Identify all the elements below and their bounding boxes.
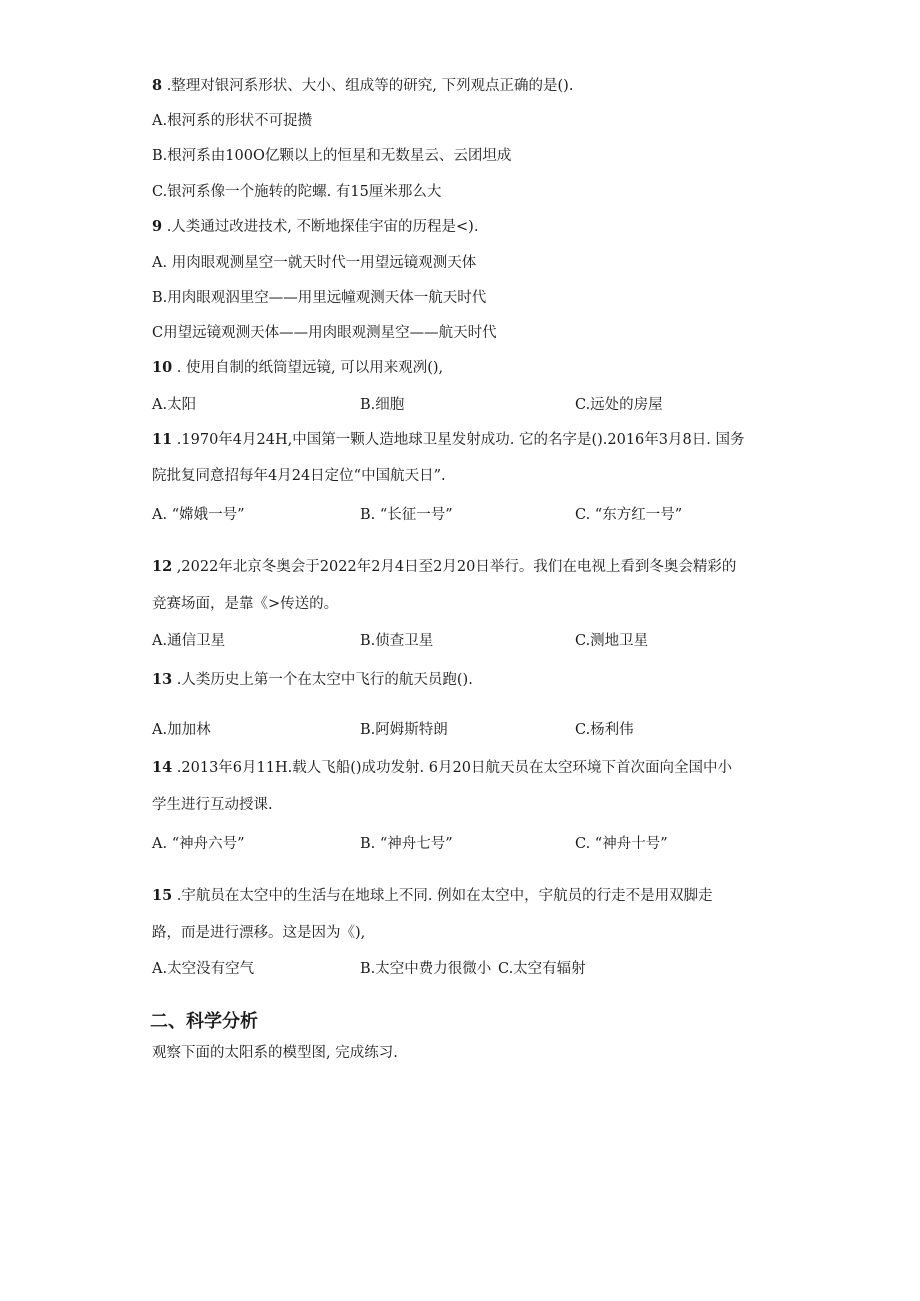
section-title: 二、科学分析 xyxy=(150,1011,258,1032)
question-14-stem: 14 .2013年6月11H.载人飞船()成功发射. 6月20日航天员在太空环境下首次面向全国中小 xyxy=(152,759,732,776)
question-9-option-c: C用望远镜观测天体——用肉眼观测星空——航天时代 xyxy=(152,325,497,341)
question-14-option-a: A. “神舟六号” xyxy=(152,836,245,852)
question-13-option-c: C.杨利伟 xyxy=(575,722,634,738)
question-9-stem: 9 .人类通过改进技术, 不断地探佳宇宙的历程是<). xyxy=(152,218,479,235)
question-9-option-a: A. 用肉眼观测星空一就天时代一用望远镜观测天体 xyxy=(152,255,477,271)
question-10-option-a: A.太阳 xyxy=(152,397,197,413)
question-15-option-b: B.太空中费力很微小 xyxy=(360,961,492,977)
question-11-option-b: B. “长征一号” xyxy=(360,507,453,523)
section-intro: 观察下面的太阳系的模型图, 完成练习. xyxy=(152,1045,398,1061)
question-13-option-b: B.阿姆斯特朗 xyxy=(360,722,448,738)
question-9-option-b: B.用肉眼观泅里空——用里远幢观测天体一航天时代 xyxy=(152,290,487,306)
question-8-option-b: B.根河系由100O亿颗以上的恒星和无数星云、云团坦成 xyxy=(152,148,512,164)
question-11-option-a: A. “嫦娥一号” xyxy=(152,507,245,523)
question-15-option-a: A.太空没有空气 xyxy=(152,961,255,977)
question-12-stem: 12 ,2022年北京冬奥会于2022年2月4日至2月20日举行。我们在电视上看到冬奥会精彩的 xyxy=(152,558,737,575)
question-10-option-c: C.远处的房屋 xyxy=(575,397,663,413)
question-12-stem-cont: 竞赛场面，是靠《>传送的。 xyxy=(152,596,339,612)
question-11-stem: 11 .1970年4月24H,中国第一颗人造地球卫星发射成功. 它的名字是().2016年3月8日. 国务 xyxy=(152,431,745,448)
question-14-option-c: C. “神舟十号” xyxy=(575,836,668,852)
question-8-option-c: C.银河系像一个施转的陀螺. 有15厘米那么大 xyxy=(152,184,442,200)
question-15-stem-cont: 路，而是进行漂移。这是因为《), xyxy=(152,925,366,941)
question-12-option-c: C.测地卫星 xyxy=(575,633,649,649)
question-11-option-c: C. “东方红一号” xyxy=(575,507,683,523)
question-10-stem: 10 . 使用自制的纸筒望远镜, 可以用来观冽(), xyxy=(152,359,444,376)
question-11-stem-cont: 院批复同意招每年4月24日定位“中国航天日”. xyxy=(152,468,446,484)
question-8-stem: 8 .整理对银河系形状、大小、组成等的研究, 下列观点正确的是(). xyxy=(152,77,574,94)
question-8-option-a: A.根河系的形状不可捉攒 xyxy=(152,113,313,129)
question-15-stem: 15 .宇航员在太空中的生活与在地球上不同. 例如在太空中，宇航员的行走不是用双脚走 xyxy=(152,887,713,904)
question-12-option-a: A.通信卫星 xyxy=(152,633,226,649)
question-15-option-c: C.太空有辐射 xyxy=(498,961,586,977)
question-14-stem-cont: 学生进行互动授课. xyxy=(152,797,273,813)
question-13-stem: 13 .人类历史上第一个在太空中飞行的航天员跑(). xyxy=(152,671,473,688)
question-10-option-b: B.细胞 xyxy=(360,397,405,413)
question-13-option-a: A.加加林 xyxy=(152,722,211,738)
question-12-option-b: B.侦查卫星 xyxy=(360,633,434,649)
question-14-option-b: B. “神舟七号” xyxy=(360,836,453,852)
